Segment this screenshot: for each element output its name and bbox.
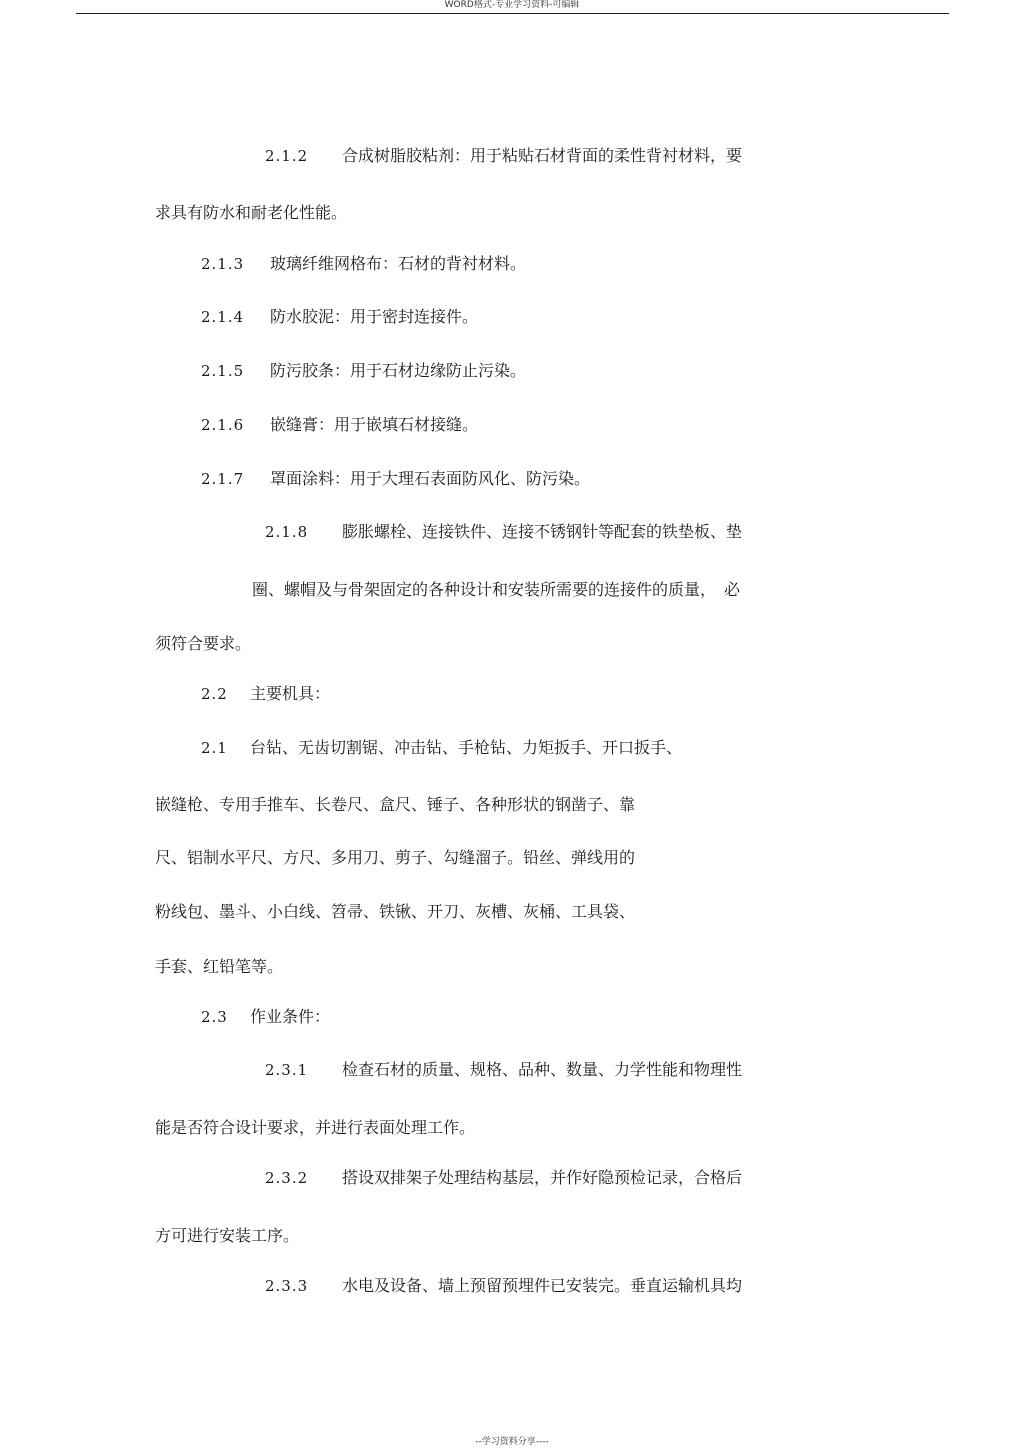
paragraph-line: 防水胶泥：用于密封连接件。 bbox=[270, 307, 479, 326]
paragraph-line: 粉线包、墨斗、小白线、笤帚、铁锹、开刀、灰槽、灰桶、工具袋、 bbox=[155, 902, 636, 921]
paragraph-line: 尺、铝制水平尺、方尺、多用刀、剪子、勾缝溜子。铅丝、弹线用的 bbox=[155, 848, 636, 867]
paragraph-line: 求具有防水和耐老化性能。 bbox=[155, 203, 348, 222]
paragraph-line: 方可进行安装工序。 bbox=[155, 1226, 300, 1245]
paragraph-line: 嵌缝膏：用于嵌填石材接缝。 bbox=[270, 415, 479, 434]
paragraph-line: 膨胀螺栓、连接铁件、连接不锈钢针等配套的铁垫板、垫 bbox=[342, 522, 743, 541]
page-footer: --学习资料分享---- bbox=[475, 1437, 549, 1447]
paragraph-line: 能是否符合设计要求，并进行表面处理工作。 bbox=[155, 1118, 476, 1137]
section-heading: 主要机具： bbox=[250, 684, 331, 703]
section-number: 2.3.1 bbox=[265, 1061, 309, 1079]
section-number: 2.1.2 bbox=[265, 147, 309, 165]
section-number: 2.1.8 bbox=[265, 523, 309, 541]
section-number: 2.1 bbox=[201, 739, 228, 757]
header-rule bbox=[76, 13, 949, 14]
paragraph-line: 搭设双排架子处理结构基层，并作好隐预检记录，合格后 bbox=[342, 1168, 743, 1187]
section-number: 2.3.2 bbox=[265, 1169, 309, 1187]
section-number: 2.1.6 bbox=[201, 416, 245, 434]
paragraph-line: 水电及设备、墙上预留预埋件已安装完。垂直运输机具均 bbox=[342, 1276, 743, 1295]
paragraph-line: 罩面涂料：用于大理石表面防风化、防污染。 bbox=[270, 469, 591, 488]
section-number: 2.1.3 bbox=[201, 255, 245, 273]
page-header: WORD格式-专业学习资料-可编辑 bbox=[444, 0, 580, 10]
paragraph-line: 台钻、无齿切割锯、冲击钻、手枪钻、力矩扳手、开口扳手、 bbox=[250, 738, 683, 757]
section-number: 2.1.5 bbox=[201, 362, 245, 380]
paragraph-line: 防污胶条：用于石材边缘防止污染。 bbox=[270, 361, 527, 380]
paragraph-line: 合成树脂胶粘剂：用于粘贴石材背面的柔性背衬材料，要 bbox=[342, 146, 743, 165]
section-number: 2.1.4 bbox=[201, 308, 245, 326]
paragraph-line: 玻璃纤维网格布：石材的背衬材料。 bbox=[270, 254, 527, 273]
section-number: 2.3.3 bbox=[265, 1277, 309, 1295]
section-number: 2.3 bbox=[201, 1008, 228, 1026]
paragraph-line: 嵌缝枪、专用手推车、长卷尺、盒尺、锤子、各种形状的钢凿子、靠 bbox=[155, 795, 636, 814]
section-number: 2.1.7 bbox=[201, 470, 245, 488]
paragraph-line: 手套、红铅笔等。 bbox=[155, 957, 284, 976]
paragraph-line: 圈、螺帽及与骨架固定的各种设计和安装所需要的连接件的质量， 必 bbox=[252, 580, 741, 599]
section-heading: 作业条件： bbox=[250, 1007, 331, 1026]
section-number: 2.2 bbox=[201, 685, 228, 703]
paragraph-line: 检查石材的质量、规格、品种、数量、力学性能和物理性 bbox=[342, 1060, 743, 1079]
paragraph-line: 须符合要求。 bbox=[155, 634, 252, 653]
